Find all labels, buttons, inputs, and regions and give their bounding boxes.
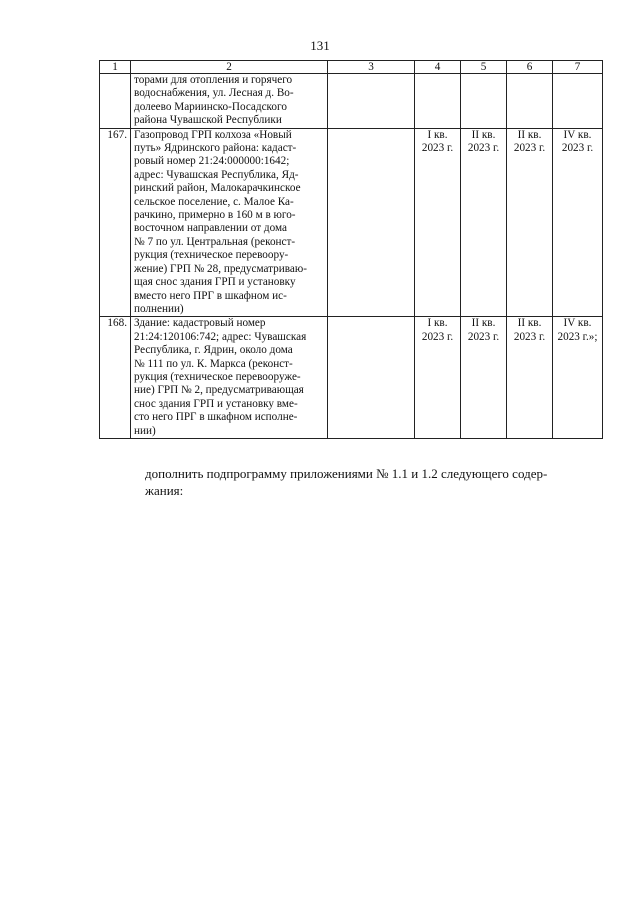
column-7-cell: IV кв. 2023 г.»; [553, 317, 603, 439]
description-line: снос здания ГРП и установку вме- [134, 397, 298, 410]
description-line: № 7 по ул. Центральная (реконст- [134, 235, 296, 248]
description-line: сто него ПРГ в шкафном исполне- [134, 411, 298, 424]
column-5-cell: II кв. 2023 г. [461, 128, 507, 317]
table-row [100, 317, 603, 439]
column-4-cell: I кв. 2023 г. [415, 317, 461, 439]
description-line: сельское поселение, с. Малое Ка- [134, 195, 294, 208]
description-line: водоснабжения, ул. Лесная д. Во- [134, 87, 294, 100]
description-line: ровый номер 21:24:000000:1642; [134, 155, 290, 168]
column-4-cell [415, 74, 461, 129]
row-description [131, 128, 328, 317]
header-cell: 2 [131, 61, 328, 74]
column-3-cell [328, 317, 415, 439]
description-line: ние) ГРП № 2, предусматривающая [134, 384, 304, 397]
row-number: 168. [100, 317, 131, 439]
description-line: торами для отопления и горячего [134, 74, 293, 86]
description-line: Республика, г. Ядрин, около дома [134, 344, 293, 357]
description-line: № 111 по ул. К. Маркса (реконст- [134, 357, 293, 370]
column-3-cell [328, 128, 415, 317]
description-line: ринский район, Малокарачкинское [134, 182, 301, 195]
page-number: 131 [310, 38, 330, 53]
table-row [100, 128, 603, 317]
column-6-cell [507, 74, 553, 129]
description-line: рукция (техническое перевоору- [134, 249, 289, 262]
header-cell: 1 [100, 61, 131, 74]
description-line: нии) [134, 424, 156, 437]
row-description [131, 74, 328, 129]
schedule-table [99, 60, 603, 439]
description-line: путь» Ядринского района: кадаст- [134, 142, 297, 155]
closing-paragraph-line-2: жания: [145, 483, 184, 498]
row-number [100, 74, 131, 129]
column-6-cell: II кв. 2023 г. [507, 317, 553, 439]
header-cell: 3 [328, 61, 415, 74]
description-line: щая снос здания ГРП и установку [134, 276, 296, 289]
table-row [100, 74, 603, 129]
column-7-cell [553, 74, 603, 129]
description-line: рачкино, примерно в 160 м в юго- [134, 209, 296, 222]
column-4-cell: I кв. 2023 г. [415, 128, 461, 317]
header-cell: 4 [415, 61, 461, 74]
description-line: Газопровод ГРП колхоза «Новый [134, 128, 292, 141]
closing-paragraph-line-1: дополнить подпрограмму приложениями № 1.1 и 1.2 следующего содер- [145, 466, 548, 481]
column-6-cell: II кв. 2023 г. [507, 128, 553, 317]
header-cell: 7 [553, 61, 603, 74]
description-line: жение) ГРП № 28, предусматриваю- [134, 262, 307, 275]
header-cell: 6 [507, 61, 553, 74]
header-cell: 5 [461, 61, 507, 74]
column-3-cell [328, 74, 415, 129]
description-line: восточном направлении от дома [134, 222, 287, 235]
description-line: района Чувашской Республики [134, 114, 282, 127]
column-5-cell: II кв. 2023 г. [461, 317, 507, 439]
description-line: адрес: Чувашская Республика, Яд- [134, 168, 299, 181]
description-line: долеево Мариинско-Посадского [134, 100, 287, 113]
description-line: Здание: кадастровый номер [134, 317, 266, 330]
column-7-cell: IV кв. 2023 г. [553, 128, 603, 317]
description-line: вместо него ПРГ в шкафном ис- [134, 289, 287, 302]
table-header-row [100, 61, 603, 74]
row-description [131, 317, 328, 439]
column-5-cell [461, 74, 507, 129]
description-line: 21:24:120106:742; адрес: Чувашская [134, 330, 307, 343]
row-number: 167. [100, 128, 131, 317]
description-line: рукция (техническое перевооруже- [134, 370, 301, 383]
description-line: полнении) [134, 302, 184, 315]
